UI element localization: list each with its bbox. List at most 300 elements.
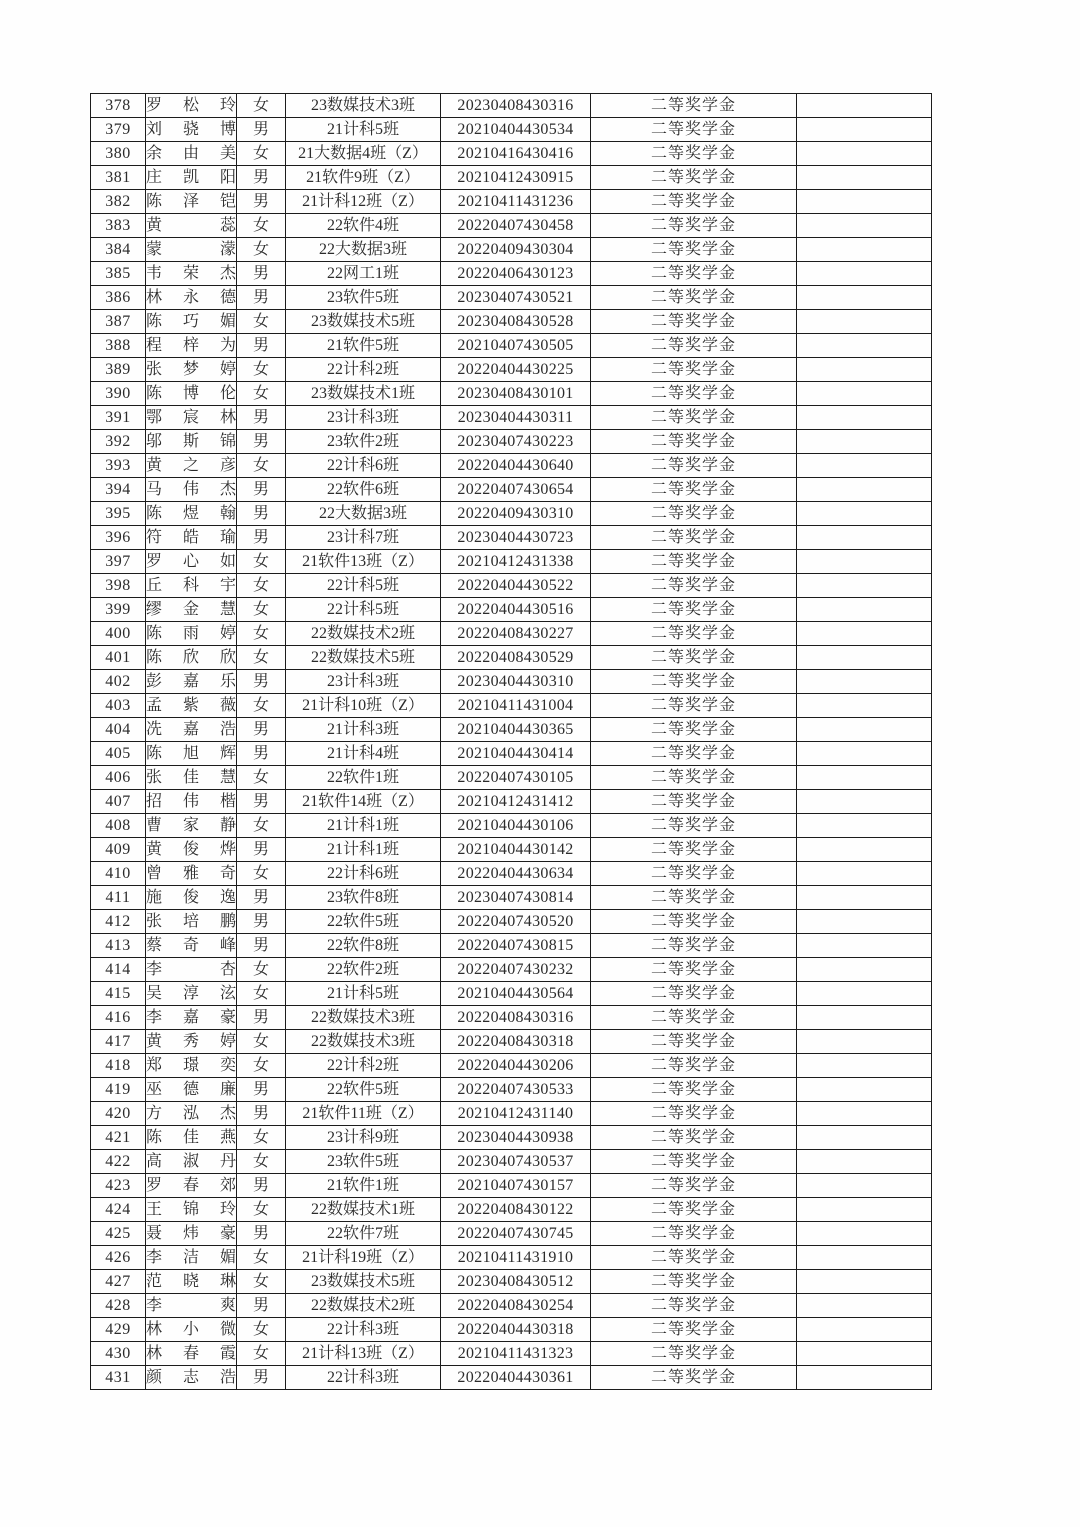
class-cell: 21计科5班 [286, 982, 441, 1006]
class-cell: 22网工1班 [286, 262, 441, 286]
no-cell: 408 [91, 814, 146, 838]
id-cell: 20210416430416 [441, 142, 591, 166]
note-cell [797, 430, 932, 454]
award-cell: 二等奖学金 [591, 1198, 797, 1222]
name-cell: 曾雅奇 [146, 862, 237, 886]
table-row [91, 190, 932, 214]
gender-cell: 男 [237, 718, 286, 742]
note-cell [797, 190, 932, 214]
id-cell: 20210412431140 [441, 1102, 591, 1126]
name-cell: 陈煜翰 [146, 502, 237, 526]
table-row [91, 1006, 932, 1030]
no-cell: 386 [91, 286, 146, 310]
table-row [91, 1294, 932, 1318]
gender-cell: 女 [237, 694, 286, 718]
id-cell: 20230407430223 [441, 430, 591, 454]
name-cell: 陈泽铠 [146, 190, 237, 214]
no-cell: 387 [91, 310, 146, 334]
table-row [91, 1318, 932, 1342]
class-cell: 23数媒技术5班 [286, 1270, 441, 1294]
class-cell: 23软件5班 [286, 1150, 441, 1174]
id-cell: 20210404430365 [441, 718, 591, 742]
name-cell: 巫德廉 [146, 1078, 237, 1102]
gender-cell: 女 [237, 454, 286, 478]
award-cell: 二等奖学金 [591, 1006, 797, 1030]
award-cell: 二等奖学金 [591, 118, 797, 142]
name-cell: 张培鹏 [146, 910, 237, 934]
award-cell: 二等奖学金 [591, 574, 797, 598]
award-cell: 二等奖学金 [591, 310, 797, 334]
table-row [91, 358, 932, 382]
award-cell: 二等奖学金 [591, 1054, 797, 1078]
class-cell: 21计科19班（Z） [286, 1246, 441, 1270]
no-cell: 417 [91, 1030, 146, 1054]
name-cell: 李爽 [146, 1294, 237, 1318]
no-cell: 379 [91, 118, 146, 142]
id-cell: 20220407430520 [441, 910, 591, 934]
note-cell [797, 862, 932, 886]
no-cell: 404 [91, 718, 146, 742]
gender-cell: 女 [237, 550, 286, 574]
table-row [91, 1198, 932, 1222]
id-cell: 20220408430318 [441, 1030, 591, 1054]
table-row [91, 286, 932, 310]
no-cell: 407 [91, 790, 146, 814]
name-cell: 郑璟奕 [146, 1054, 237, 1078]
note-cell [797, 526, 932, 550]
note-cell [797, 334, 932, 358]
id-cell: 20230404430311 [441, 406, 591, 430]
no-cell: 390 [91, 382, 146, 406]
class-cell: 22数媒技术2班 [286, 622, 441, 646]
gender-cell: 女 [237, 862, 286, 886]
class-cell: 21计科4班 [286, 742, 441, 766]
id-cell: 20220406430123 [441, 262, 591, 286]
award-cell: 二等奖学金 [591, 1150, 797, 1174]
award-cell: 二等奖学金 [591, 502, 797, 526]
note-cell [797, 118, 932, 142]
name-cell: 高淑丹 [146, 1150, 237, 1174]
award-cell: 二等奖学金 [591, 982, 797, 1006]
table-row [91, 166, 932, 190]
gender-cell: 男 [237, 838, 286, 862]
name-cell: 丘科宇 [146, 574, 237, 598]
name-cell: 张梦婷 [146, 358, 237, 382]
note-cell [797, 286, 932, 310]
note-cell [797, 790, 932, 814]
name-cell: 招伟楷 [146, 790, 237, 814]
no-cell: 418 [91, 1054, 146, 1078]
note-cell [797, 94, 932, 118]
award-cell: 二等奖学金 [591, 166, 797, 190]
note-cell [797, 934, 932, 958]
table-row [91, 694, 932, 718]
id-cell: 20230408430512 [441, 1270, 591, 1294]
gender-cell: 男 [237, 934, 286, 958]
class-cell: 22软件1班 [286, 766, 441, 790]
id-cell: 20210404430564 [441, 982, 591, 1006]
gender-cell: 女 [237, 382, 286, 406]
no-cell: 382 [91, 190, 146, 214]
class-cell: 21计科3班 [286, 718, 441, 742]
class-cell: 23数媒技术3班 [286, 94, 441, 118]
name-cell: 黄之彦 [146, 454, 237, 478]
gender-cell: 女 [237, 358, 286, 382]
award-cell: 二等奖学金 [591, 190, 797, 214]
class-cell: 21大数据4班（Z） [286, 142, 441, 166]
table-row [91, 670, 932, 694]
gender-cell: 女 [237, 1054, 286, 1078]
name-cell: 蔡奇峰 [146, 934, 237, 958]
table-row [91, 526, 932, 550]
note-cell [797, 1150, 932, 1174]
table-row [91, 1174, 932, 1198]
name-cell: 吴淳泫 [146, 982, 237, 1006]
note-cell [797, 142, 932, 166]
gender-cell: 男 [237, 526, 286, 550]
id-cell: 20210412431412 [441, 790, 591, 814]
name-cell: 张佳慧 [146, 766, 237, 790]
id-cell: 20220407430745 [441, 1222, 591, 1246]
gender-cell: 男 [237, 1078, 286, 1102]
class-cell: 22软件6班 [286, 478, 441, 502]
note-cell [797, 694, 932, 718]
note-cell [797, 598, 932, 622]
gender-cell: 女 [237, 814, 286, 838]
class-cell: 23计科3班 [286, 406, 441, 430]
no-cell: 384 [91, 238, 146, 262]
name-cell: 鄂宸林 [146, 406, 237, 430]
gender-cell: 女 [237, 1246, 286, 1270]
id-cell: 20230408430528 [441, 310, 591, 334]
id-cell: 20210412430915 [441, 166, 591, 190]
no-cell: 410 [91, 862, 146, 886]
table-row [91, 142, 932, 166]
no-cell: 411 [91, 886, 146, 910]
name-cell: 孟紫薇 [146, 694, 237, 718]
gender-cell: 男 [237, 1006, 286, 1030]
gender-cell: 男 [237, 286, 286, 310]
note-cell [797, 1198, 932, 1222]
note-cell [797, 1342, 932, 1366]
name-cell: 黄俊烨 [146, 838, 237, 862]
no-cell: 385 [91, 262, 146, 286]
table-row [91, 1054, 932, 1078]
note-cell [797, 766, 932, 790]
table-row [91, 886, 932, 910]
table-row [91, 958, 932, 982]
class-cell: 21软件1班 [286, 1174, 441, 1198]
class-cell: 22软件7班 [286, 1222, 441, 1246]
class-cell: 21计科10班（Z） [286, 694, 441, 718]
award-cell: 二等奖学金 [591, 382, 797, 406]
note-cell [797, 1174, 932, 1198]
scholarship-roster-table [90, 93, 932, 1390]
gender-cell: 男 [237, 1174, 286, 1198]
table-row [91, 1246, 932, 1270]
award-cell: 二等奖学金 [591, 742, 797, 766]
award-cell: 二等奖学金 [591, 886, 797, 910]
table-row [91, 550, 932, 574]
award-cell: 二等奖学金 [591, 814, 797, 838]
table-row [91, 718, 932, 742]
class-cell: 22数媒技术1班 [286, 1198, 441, 1222]
award-cell: 二等奖学金 [591, 838, 797, 862]
id-cell: 20210404430414 [441, 742, 591, 766]
name-cell: 李洁媚 [146, 1246, 237, 1270]
note-cell [797, 574, 932, 598]
name-cell: 邬斯锦 [146, 430, 237, 454]
no-cell: 392 [91, 430, 146, 454]
table-row [91, 1150, 932, 1174]
award-cell: 二等奖学金 [591, 790, 797, 814]
table-row [91, 310, 932, 334]
no-cell: 413 [91, 934, 146, 958]
id-cell: 20230407430537 [441, 1150, 591, 1174]
id-cell: 20210404430106 [441, 814, 591, 838]
gender-cell: 男 [237, 262, 286, 286]
no-cell: 380 [91, 142, 146, 166]
class-cell: 23计科3班 [286, 670, 441, 694]
gender-cell: 男 [237, 478, 286, 502]
name-cell: 彭嘉乐 [146, 670, 237, 694]
class-cell: 22计科3班 [286, 1366, 441, 1390]
name-cell: 缪金慧 [146, 598, 237, 622]
id-cell: 20220404430206 [441, 1054, 591, 1078]
table-row [91, 262, 932, 286]
class-cell: 22大数据3班 [286, 238, 441, 262]
award-cell: 二等奖学金 [591, 766, 797, 790]
award-cell: 二等奖学金 [591, 1078, 797, 1102]
table-row [91, 94, 932, 118]
table-row [91, 1222, 932, 1246]
gender-cell: 女 [237, 982, 286, 1006]
id-cell: 20210411431004 [441, 694, 591, 718]
id-cell: 20220408430316 [441, 1006, 591, 1030]
id-cell: 20210411431236 [441, 190, 591, 214]
name-cell: 林小微 [146, 1318, 237, 1342]
name-cell: 罗春郊 [146, 1174, 237, 1198]
table-row [91, 910, 932, 934]
award-cell: 二等奖学金 [591, 1222, 797, 1246]
note-cell [797, 742, 932, 766]
table-row [91, 862, 932, 886]
table-row [91, 1102, 932, 1126]
name-cell: 陈欣欣 [146, 646, 237, 670]
no-cell: 402 [91, 670, 146, 694]
award-cell: 二等奖学金 [591, 1246, 797, 1270]
class-cell: 22数媒技术2班 [286, 1294, 441, 1318]
note-cell [797, 238, 932, 262]
class-cell: 21软件9班（Z） [286, 166, 441, 190]
award-cell: 二等奖学金 [591, 334, 797, 358]
note-cell [797, 1126, 932, 1150]
table-row [91, 430, 932, 454]
no-cell: 391 [91, 406, 146, 430]
gender-cell: 女 [237, 958, 286, 982]
table-row [91, 1126, 932, 1150]
no-cell: 398 [91, 574, 146, 598]
gender-cell: 男 [237, 334, 286, 358]
table-row [91, 214, 932, 238]
no-cell: 430 [91, 1342, 146, 1366]
no-cell: 427 [91, 1270, 146, 1294]
class-cell: 23软件5班 [286, 286, 441, 310]
gender-cell: 男 [237, 670, 286, 694]
table-row [91, 238, 932, 262]
gender-cell: 男 [237, 742, 286, 766]
table-row [91, 502, 932, 526]
award-cell: 二等奖学金 [591, 934, 797, 958]
no-cell: 431 [91, 1366, 146, 1390]
class-cell: 21计科1班 [286, 838, 441, 862]
note-cell [797, 622, 932, 646]
gender-cell: 男 [237, 1294, 286, 1318]
name-cell: 庄凯阳 [146, 166, 237, 190]
class-cell: 22数媒技术5班 [286, 646, 441, 670]
id-cell: 20220407430533 [441, 1078, 591, 1102]
award-cell: 二等奖学金 [591, 1366, 797, 1390]
no-cell: 409 [91, 838, 146, 862]
class-cell: 22软件2班 [286, 958, 441, 982]
note-cell [797, 502, 932, 526]
name-cell: 方泓杰 [146, 1102, 237, 1126]
note-cell [797, 262, 932, 286]
gender-cell: 男 [237, 190, 286, 214]
gender-cell: 女 [237, 598, 286, 622]
gender-cell: 女 [237, 214, 286, 238]
note-cell [797, 1102, 932, 1126]
no-cell: 425 [91, 1222, 146, 1246]
id-cell: 20220404430225 [441, 358, 591, 382]
class-cell: 22数媒技术3班 [286, 1030, 441, 1054]
class-cell: 22计科5班 [286, 598, 441, 622]
note-cell [797, 1318, 932, 1342]
award-cell: 二等奖学金 [591, 862, 797, 886]
no-cell: 415 [91, 982, 146, 1006]
award-cell: 二等奖学金 [591, 1126, 797, 1150]
award-cell: 二等奖学金 [591, 550, 797, 574]
no-cell: 400 [91, 622, 146, 646]
class-cell: 22计科5班 [286, 574, 441, 598]
name-cell: 程梓为 [146, 334, 237, 358]
no-cell: 403 [91, 694, 146, 718]
note-cell [797, 1054, 932, 1078]
no-cell: 421 [91, 1126, 146, 1150]
name-cell: 符皓瑜 [146, 526, 237, 550]
class-cell: 23计科9班 [286, 1126, 441, 1150]
id-cell: 20220408430122 [441, 1198, 591, 1222]
class-cell: 21计科5班 [286, 118, 441, 142]
award-cell: 二等奖学金 [591, 910, 797, 934]
gender-cell: 男 [237, 1366, 286, 1390]
note-cell [797, 1078, 932, 1102]
class-cell: 22大数据3班 [286, 502, 441, 526]
table-row [91, 622, 932, 646]
note-cell [797, 310, 932, 334]
name-cell: 韦荣杰 [146, 262, 237, 286]
id-cell: 20220408430529 [441, 646, 591, 670]
name-cell: 刘骁博 [146, 118, 237, 142]
class-cell: 21计科13班（Z） [286, 1342, 441, 1366]
note-cell [797, 454, 932, 478]
name-cell: 蒙濛 [146, 238, 237, 262]
table-row [91, 814, 932, 838]
note-cell [797, 550, 932, 574]
award-cell: 二等奖学金 [591, 1318, 797, 1342]
award-cell: 二等奖学金 [591, 142, 797, 166]
name-cell: 黄秀婷 [146, 1030, 237, 1054]
table-row [91, 574, 932, 598]
gender-cell: 男 [237, 406, 286, 430]
gender-cell: 女 [237, 310, 286, 334]
note-cell [797, 670, 932, 694]
id-cell: 20220408430254 [441, 1294, 591, 1318]
table-body [91, 94, 932, 1390]
award-cell: 二等奖学金 [591, 958, 797, 982]
gender-cell: 女 [237, 94, 286, 118]
class-cell: 23数媒技术1班 [286, 382, 441, 406]
award-cell: 二等奖学金 [591, 646, 797, 670]
gender-cell: 女 [237, 1030, 286, 1054]
no-cell: 419 [91, 1078, 146, 1102]
note-cell [797, 1294, 932, 1318]
name-cell: 马伟杰 [146, 478, 237, 502]
table-row [91, 982, 932, 1006]
gender-cell: 女 [237, 238, 286, 262]
name-cell: 林永德 [146, 286, 237, 310]
name-cell: 冼嘉浩 [146, 718, 237, 742]
id-cell: 20230407430814 [441, 886, 591, 910]
gender-cell: 男 [237, 166, 286, 190]
note-cell [797, 1366, 932, 1390]
class-cell: 22计科6班 [286, 862, 441, 886]
id-cell: 20220407430654 [441, 478, 591, 502]
no-cell: 395 [91, 502, 146, 526]
no-cell: 389 [91, 358, 146, 382]
name-cell: 聂炜豪 [146, 1222, 237, 1246]
table-row [91, 766, 932, 790]
note-cell [797, 838, 932, 862]
name-cell: 陈雨婷 [146, 622, 237, 646]
award-cell: 二等奖学金 [591, 214, 797, 238]
no-cell: 405 [91, 742, 146, 766]
no-cell: 424 [91, 1198, 146, 1222]
table-row [91, 1366, 932, 1390]
id-cell: 20220407430458 [441, 214, 591, 238]
award-cell: 二等奖学金 [591, 454, 797, 478]
award-cell: 二等奖学金 [591, 478, 797, 502]
note-cell [797, 982, 932, 1006]
table-row [91, 934, 932, 958]
table-row [91, 1270, 932, 1294]
id-cell: 20230408430316 [441, 94, 591, 118]
id-cell: 20210404430142 [441, 838, 591, 862]
class-cell: 23软件2班 [286, 430, 441, 454]
table-row [91, 742, 932, 766]
gender-cell: 女 [237, 646, 286, 670]
table-row [91, 478, 932, 502]
note-cell [797, 1222, 932, 1246]
name-cell: 黄蕊 [146, 214, 237, 238]
gender-cell: 男 [237, 910, 286, 934]
table-row [91, 1342, 932, 1366]
id-cell: 20220404430361 [441, 1366, 591, 1390]
name-cell: 林春霞 [146, 1342, 237, 1366]
note-cell [797, 1246, 932, 1270]
note-cell [797, 382, 932, 406]
no-cell: 381 [91, 166, 146, 190]
